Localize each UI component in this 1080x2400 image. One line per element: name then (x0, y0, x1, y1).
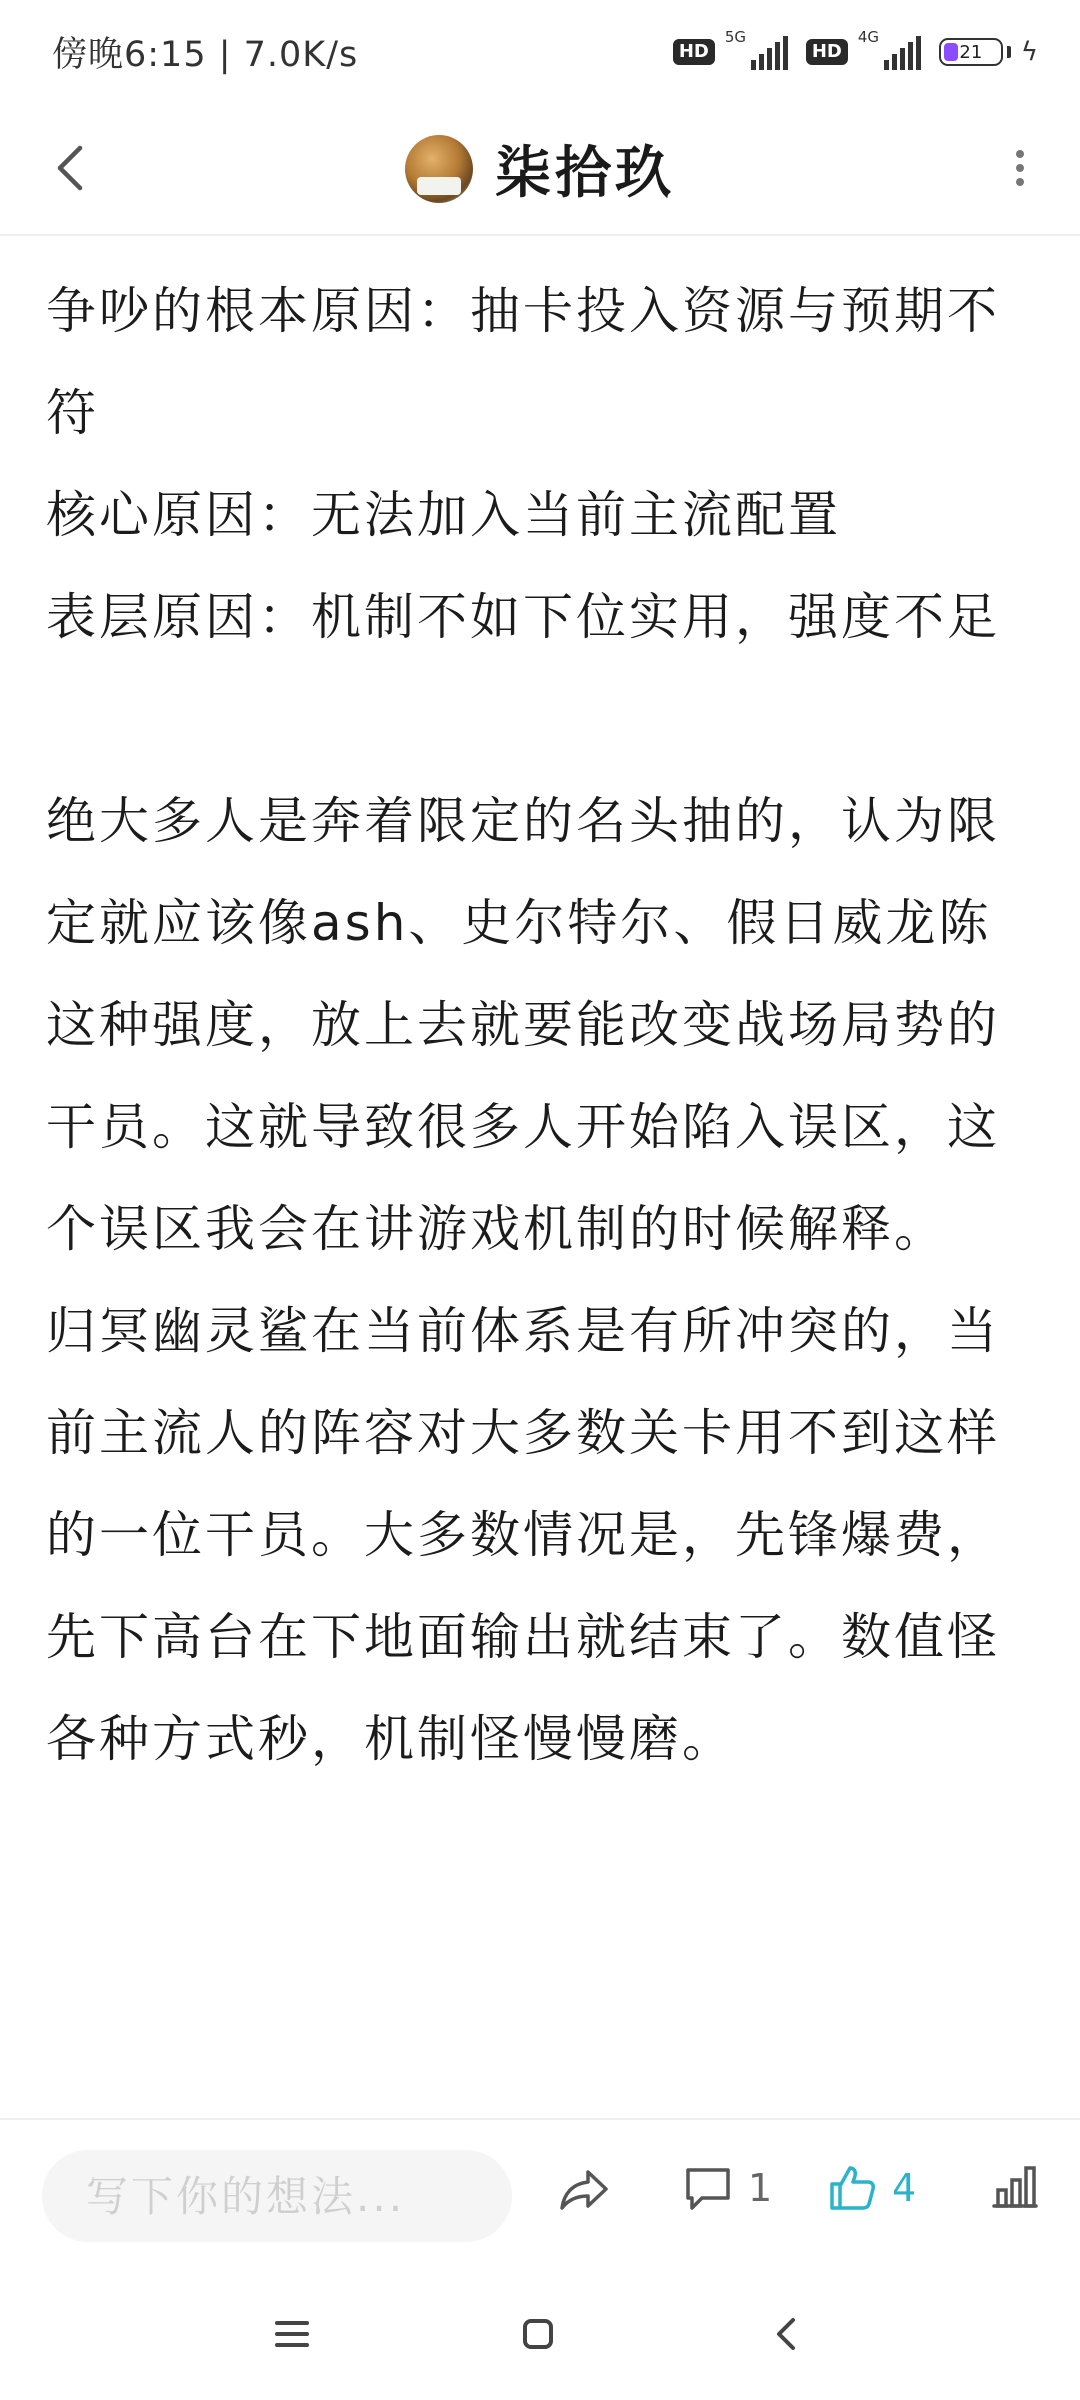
hd-badge: HD (673, 39, 715, 65)
nav-back-icon (774, 2316, 798, 2352)
status-bar (0, 0, 1080, 104)
signal-4g-icon (857, 28, 921, 70)
article-paragraph: 争吵的根本原因：抽卡投入资源与预期不符 (46, 282, 1000, 442)
like-count: 4 (892, 2166, 917, 2210)
more-button[interactable] (990, 138, 1050, 198)
author-info[interactable] (405, 129, 675, 209)
menu-icon (274, 2319, 310, 2349)
avatar[interactable] (405, 135, 473, 203)
status-icons (673, 28, 1038, 70)
charging-icon: ϟ (1020, 37, 1038, 67)
article-paragraph: 核心原因：无法加入当前主流配置 (46, 486, 841, 544)
article-paragraph: 归冥幽灵鲨在当前体系是有所冲突的，当前主流人的阵容对大多数关卡用不到这样的一位干员。大多数情况是，先锋爆费，先下高台在下地面输出就结束了。数值怪各种方式秒，机制怪慢慢磨。 (46, 1302, 1000, 1768)
article-paragraph: 绝大多人是奔着限定的名头抽的，认为限定就应该像ash、史尔特尔、假日威龙陈这种强度，放上去就要能改变战场局势的干员。这就导致很多人开始陷入误区，这个误区我会在讲游戏机制的时候解释。 (46, 792, 1000, 1258)
more-vertical-icon (1014, 148, 1026, 188)
thumbs-up-icon (826, 2162, 878, 2214)
system-nav-bar (0, 2268, 1080, 2400)
bottom-action-bar (0, 2118, 1080, 2268)
article-blank-line (46, 668, 1036, 770)
article-paragraph: 表层原因：机制不如下位实用，强度不足 (46, 588, 1000, 646)
signal-5g-icon (724, 28, 788, 70)
home-button[interactable] (508, 2306, 568, 2362)
battery-icon (939, 38, 1003, 66)
share-icon (556, 2162, 612, 2218)
battery-tip (1007, 46, 1011, 58)
stats-button[interactable] (990, 2162, 1040, 2212)
back-button[interactable] (40, 138, 100, 198)
battery-level: 21 (959, 41, 983, 63)
share-button[interactable] (556, 2162, 612, 2218)
like-button[interactable] (826, 2162, 916, 2214)
page-title: 柒拾玖 (495, 141, 675, 206)
net-type-label-2: 4G (857, 28, 880, 46)
net-type-label: 5G (724, 28, 746, 46)
home-square-icon (522, 2318, 554, 2350)
hd-badge-2: HD (806, 39, 848, 65)
comment-icon (682, 2162, 734, 2214)
comment-input[interactable] (42, 2150, 512, 2242)
recent-apps-button[interactable] (262, 2306, 322, 2362)
comment-button[interactable] (682, 2162, 772, 2214)
bar-chart-icon (990, 2162, 1040, 2212)
nav-back-button[interactable] (756, 2306, 816, 2362)
comment-count: 1 (748, 2166, 773, 2210)
status-time-speed: 傍晚6:15 | 7.0K/s (52, 35, 359, 75)
chevron-left-icon (52, 142, 88, 194)
article-body (46, 260, 1036, 1790)
top-app-bar (0, 104, 1080, 236)
